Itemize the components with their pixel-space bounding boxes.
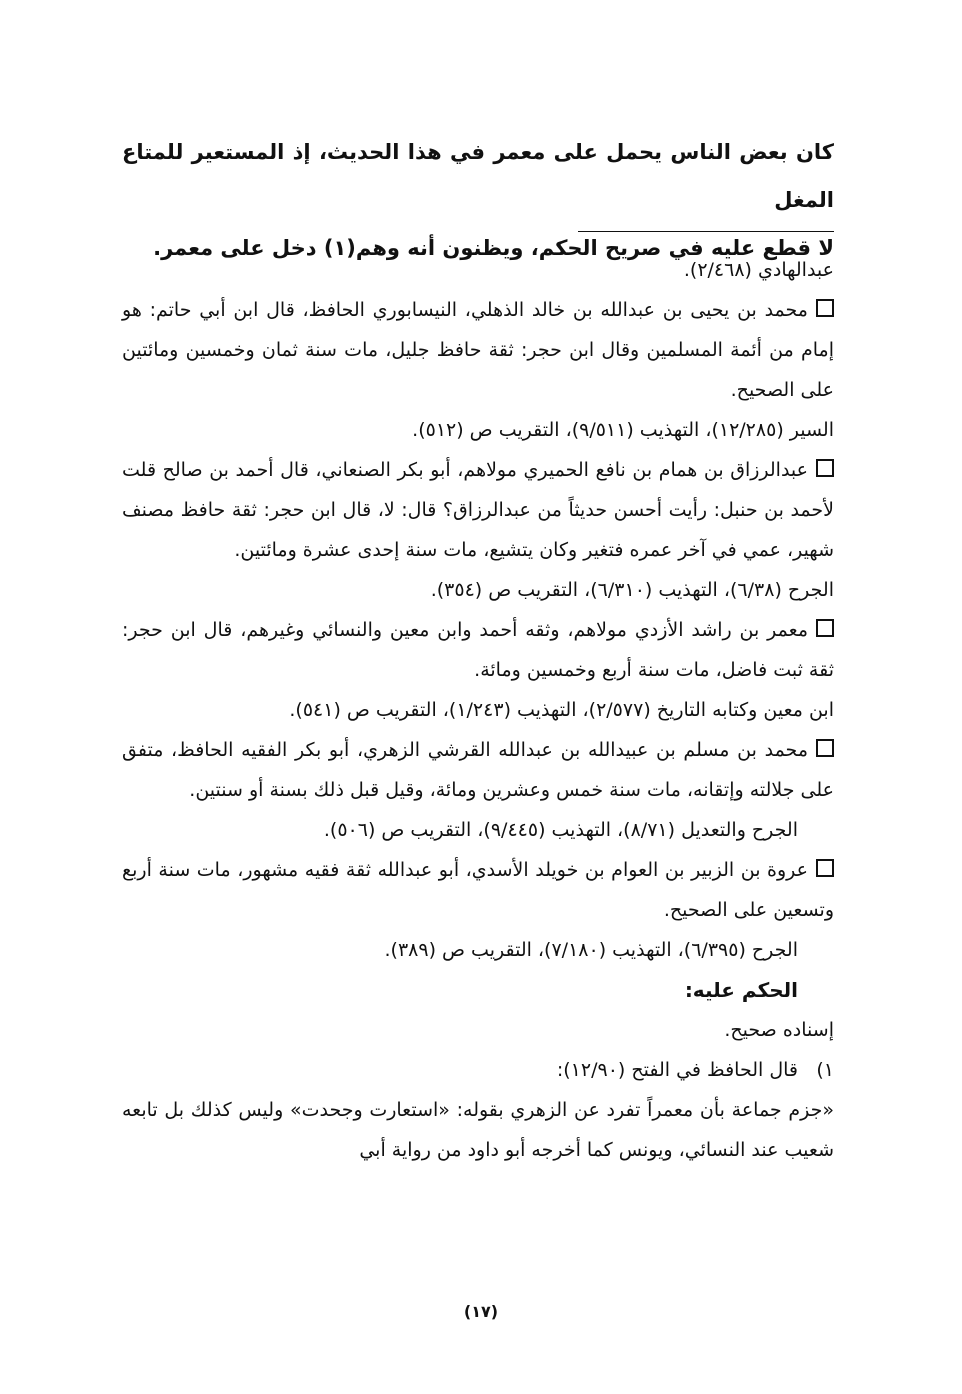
checkbox-square-icon: [816, 739, 834, 757]
checkbox-square-icon: [816, 619, 834, 637]
footnotes-section: [122, 250, 834, 1170]
narrator-entry: [122, 850, 834, 930]
reference-line: ابن معين وكتابه التاريخ (٢/٥٧٧)، التهذيب (١/٢٤٣)، التقريب ص (٥٤١).: [289, 699, 834, 721]
footnote-text: «جزم جماعة بأن معمراً تفرد عن الزهري بقوله: «استعارت وجحدت» وليس كذلك بل تابعه شعيب عند النسائي، ويونس كما أخرجه أبو داود من رواية أبي: [122, 1099, 834, 1161]
narrator-entry: [122, 610, 834, 690]
narrator-entry: [122, 290, 834, 410]
page-number: (١٧): [463, 1302, 499, 1321]
reference-line: السير (١٢/٢٨٥)، التهذيب (٩/٥١١)، التقريب ص (٥١٢).: [412, 419, 834, 441]
main-text-line-1: كان بعض الناس يحمل على معمر في هذا الحديث، إذ المستعير للمتاع المغل: [122, 140, 834, 212]
narrator-entry: [122, 730, 834, 810]
checkbox-square-icon: [816, 299, 834, 317]
reference-line: الجرح (٦/٣٩٥)، التهذيب (٧/١٨٠)، التقريب ص (٣٨٩).: [384, 939, 798, 961]
narrator-text: معمر بن راشد الأزدي مولاهم، وثقه أحمد وابن معين والنسائي وغيرهم، قال ابن حجر: ثقة ثبت فاضل، مات سنة أربع وخمسين ومائة.: [122, 619, 834, 681]
reference-line: الجرح والتعديل (٨/٧١)، التهذيب (٩/٤٤٥)، التقريب ص (٥٠٦).: [323, 819, 798, 841]
checkbox-square-icon: [816, 459, 834, 477]
reference-line: عبدالهادي (٢/٤٦٨).: [683, 259, 834, 281]
reference-line: الجرح (٦/٣٨)، التهذيب (٦/٣١٠)، التقريب ص (٣٥٤).: [430, 579, 834, 601]
footnote-entry: [122, 1050, 834, 1090]
narrator-text: محمد بن مسلم بن عبيدالله بن عبدالله القرشي الزهري، أبو بكر الفقيه الحافظ، متفق على جلالته وإتقانه، مات سنة خمس وعشرين ومائة، وقيل قبل ذلك بسنة أو سنتين.: [122, 739, 834, 801]
narrator-text: عروة بن الزبير بن العوام بن خويلد الأسدي، أبو عبدالله ثقة فقيه مشهور، مات سنة أربع وتسعين على الصحيح.: [122, 859, 834, 921]
ruling-heading: الحكم عليه:: [684, 978, 798, 1002]
narrator-text: عبدالرزاق بن همام بن نافع الحميري مولاهم، أبو بكر الصنعاني، قال أحمد بن صالح قلت لأحمد بن حنبل: رأيت أحسن حديثاً من عبدالرزاق؟ قال: لا، قال ابن حجر: ثقة حافظ مصنف شهير، عمي في آخر عمره فتغير وكان يتشيع، مات سنة إحدى عشرة ومائتين.: [122, 459, 834, 561]
footnote-number: ١): [816, 1059, 834, 1081]
checkbox-square-icon: [816, 859, 834, 877]
main-text-line-2: لا قطع عليه في صريح الحكم، ويظنون أنه وهم(١) دخل على معمر.: [153, 236, 834, 260]
ruling-text: إسناده صحيح.: [724, 1019, 834, 1041]
narrator-entry: [122, 450, 834, 570]
narrator-text: محمد بن يحيى بن عبدالله بن خالد الذهلي، النيسابوري الحافظ، قال ابن أبي حاتم: هو إمام من أئمة المسلمين وقال ابن حجر: ثقة حافظ جليل، مات سنة ثمان وخمسين ومائتين على الصحيح.: [122, 299, 834, 401]
footnote-title: قال الحافظ في الفتح (١٢/٩٠):: [556, 1059, 798, 1081]
footnote-separator: [578, 231, 834, 232]
